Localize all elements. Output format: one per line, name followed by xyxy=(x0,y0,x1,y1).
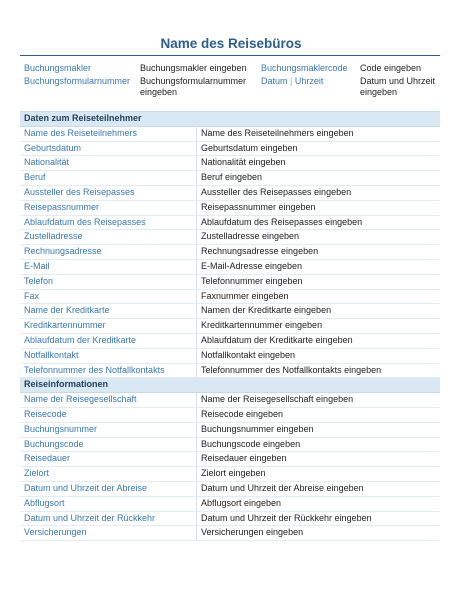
field-value[interactable]: Nationalität eingeben xyxy=(201,157,286,168)
section-heading-trip: Reiseinformationen xyxy=(20,378,440,393)
booking-agent-field[interactable]: Buchungsmakler eingeben xyxy=(140,63,247,73)
field-value[interactable]: Datum und Uhrzeit der Rückkehr eingeben xyxy=(201,512,372,523)
table-row xyxy=(20,216,440,231)
field-label: Reisedauer xyxy=(20,452,197,466)
table-row xyxy=(20,408,440,423)
field-value[interactable]: Beruf eingeben xyxy=(201,172,263,183)
field-label: Buchungsnummer xyxy=(20,423,197,437)
table-row xyxy=(20,245,440,260)
date-time-field[interactable]: Datum und Uhrzeit eingeben xyxy=(360,76,436,97)
field-label: Rechnungsadresse xyxy=(20,245,197,259)
field-value[interactable]: Kreditkartennummer eingeben xyxy=(201,320,323,331)
date-time-label xyxy=(261,76,323,87)
table-row xyxy=(20,156,440,171)
table-row xyxy=(20,260,440,275)
field-value[interactable]: Name der Reisegesellschaft eingeben xyxy=(201,394,354,405)
section-heading-traveler: Daten zum Reiseteilnehmer xyxy=(20,112,440,127)
booking-details-table xyxy=(20,111,440,541)
field-value[interactable]: Rechnungsadresse eingeben xyxy=(201,246,319,257)
table-row xyxy=(20,364,440,379)
field-label: Name des Reiseteilnehmers xyxy=(20,127,197,141)
field-value[interactable]: Buchungscode eingeben xyxy=(201,438,301,449)
field-label: Telefonnummer des Notfallkontakts xyxy=(20,364,197,378)
label-separator: | xyxy=(290,76,293,86)
field-value[interactable]: Zielort eingeben xyxy=(201,468,266,479)
table-row xyxy=(20,526,440,541)
field-label: Notfallkontakt xyxy=(20,349,197,363)
field-value[interactable]: Reisepassnummer eingeben xyxy=(201,201,316,212)
page-title: Name des Reisebüros xyxy=(160,36,302,51)
table-row xyxy=(20,171,440,186)
table-row xyxy=(20,438,440,453)
field-value[interactable]: Abflugsort eingeben xyxy=(201,497,282,508)
field-label: Zielort xyxy=(20,467,197,481)
table-row xyxy=(20,423,440,438)
booking-agent-label: Buchungsmakler xyxy=(24,63,92,73)
field-value[interactable]: Telefonnummer des Notfallkontakts eingeben xyxy=(201,364,382,375)
field-value[interactable]: Aussteller des Reisepasses eingeben xyxy=(201,186,352,197)
field-label: Name der Reisegesellschaft xyxy=(20,393,197,407)
table-row xyxy=(20,319,440,334)
field-value[interactable]: Ablaufdatum des Reisepasses eingeben xyxy=(201,216,363,227)
table-row xyxy=(20,290,440,305)
field-label: Name der Kreditkarte xyxy=(20,304,197,318)
time-label: Uhrzeit xyxy=(294,76,324,86)
field-label: E-Mail xyxy=(20,260,197,274)
table-row xyxy=(20,467,440,482)
field-label: Buchungscode xyxy=(20,438,197,452)
table-row xyxy=(20,482,440,497)
table-row xyxy=(20,142,440,157)
table-row xyxy=(20,512,440,527)
table-row xyxy=(20,497,440,512)
booking-form-number-label: Buchungsformularnummer xyxy=(24,76,131,86)
field-value[interactable]: Geburtsdatum eingeben xyxy=(201,142,298,153)
field-label: Fax xyxy=(20,290,197,304)
field-value[interactable]: Reisecode eingeben xyxy=(201,408,284,419)
field-label: Nationalität xyxy=(20,156,197,170)
field-value[interactable]: Name des Reiseteilnehmers eingeben xyxy=(201,127,354,138)
table-row xyxy=(20,452,440,467)
field-value[interactable]: Zustelladresse eingeben xyxy=(201,231,300,242)
table-row xyxy=(20,186,440,201)
field-value[interactable]: Datum und Uhrzeit der Abreise eingeben xyxy=(201,482,364,493)
field-label: Ablaufdatum der Kreditkarte xyxy=(20,334,197,348)
field-value[interactable]: Versicherungen eingeben xyxy=(201,527,304,538)
field-label: Beruf xyxy=(20,171,197,185)
table-row xyxy=(20,349,440,364)
table-row xyxy=(20,127,440,142)
field-value[interactable]: Ablaufdatum der Kreditkarte eingeben xyxy=(201,334,353,345)
field-label: Abflugsort xyxy=(20,497,197,511)
field-label: Datum und Uhrzeit der Abreise xyxy=(20,482,197,496)
field-value[interactable]: Namen der Kreditkarte eingeben xyxy=(201,305,332,316)
table-row xyxy=(20,201,440,216)
date-label: Datum xyxy=(261,76,288,86)
booking-agent-code-field[interactable]: Code eingeben xyxy=(360,63,422,73)
table-row xyxy=(20,334,440,349)
field-label: Telefon xyxy=(20,275,197,289)
field-value[interactable]: Faxnummer eingeben xyxy=(201,290,289,301)
booking-agent-code-label: Buchungsmaklercode xyxy=(261,63,348,73)
field-value[interactable]: Telefonnummer eingeben xyxy=(201,275,303,286)
field-label: Ablaufdatum des Reisepasses xyxy=(20,216,197,230)
table-row xyxy=(20,393,440,408)
field-value[interactable]: E-Mail-Adresse eingeben xyxy=(201,260,303,271)
booking-form-number-field[interactable]: Buchungsformularnummer eingeben xyxy=(140,76,247,97)
field-value[interactable]: Buchungsnummer eingeben xyxy=(201,423,314,434)
field-label: Versicherungen xyxy=(20,526,197,540)
field-label: Kreditkartennummer xyxy=(20,319,197,333)
field-label: Zustelladresse xyxy=(20,230,197,244)
field-label: Reisecode xyxy=(20,408,197,422)
field-label: Aussteller des Reisepasses xyxy=(20,186,197,200)
field-label: Datum und Uhrzeit der Rückkehr xyxy=(20,512,197,526)
table-row xyxy=(20,304,440,319)
field-value[interactable]: Notfallkontakt eingeben xyxy=(201,349,296,360)
field-label: Reisepassnummer xyxy=(20,201,197,215)
table-row xyxy=(20,230,440,245)
field-value[interactable]: Reisedauer eingeben xyxy=(201,453,287,464)
field-label: Geburtsdatum xyxy=(20,142,197,156)
title-divider xyxy=(20,55,440,56)
table-row xyxy=(20,275,440,290)
